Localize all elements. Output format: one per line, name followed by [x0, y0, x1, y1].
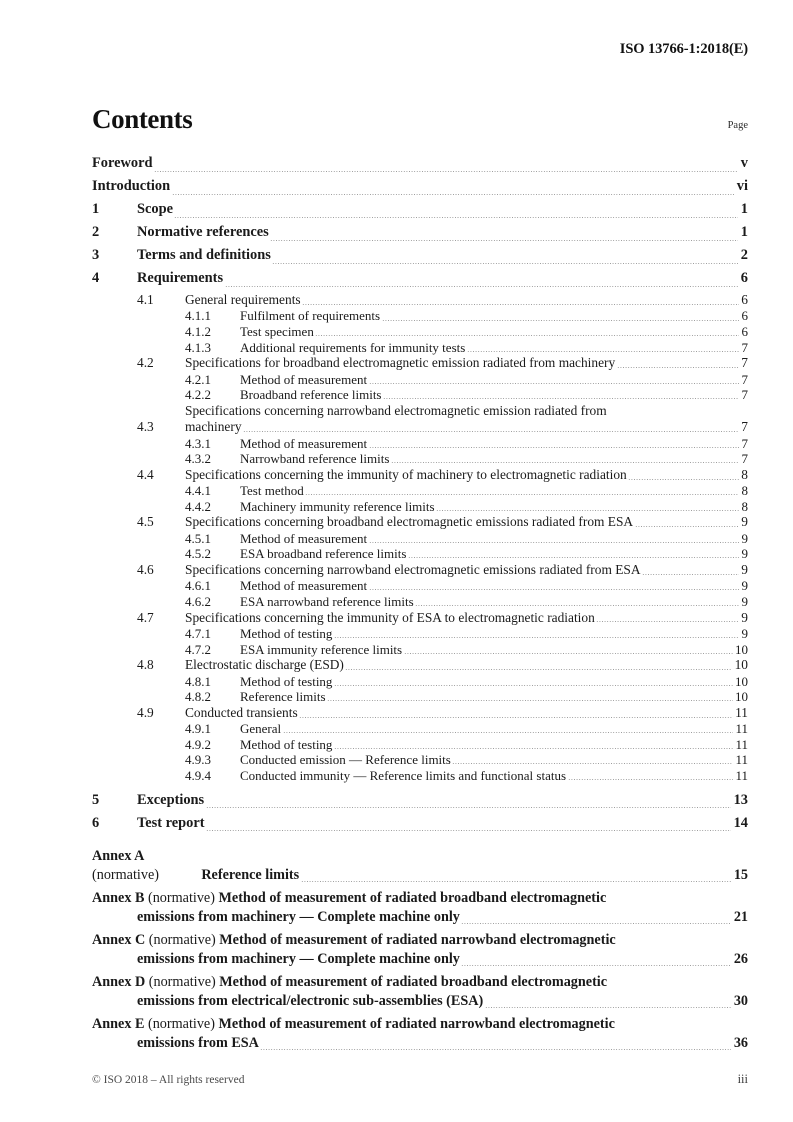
toc-entry-4-5[interactable] [92, 514, 748, 530]
toc-entry-number: 4.6 [137, 561, 154, 577]
toc-entry-title: General requirements [185, 292, 301, 307]
dot-leader [172, 194, 735, 195]
toc-entry-number: 4.9.1 [185, 721, 211, 737]
annex-title: Method of measurement of radiated broadband electromagnetic [219, 973, 608, 990]
toc-entry-number: 4.1.2 [185, 324, 211, 339]
toc-entry-title-wrap [240, 340, 748, 356]
toc-entry-title: Narrowband reference limits [240, 451, 390, 467]
toc-annex-b[interactable] [92, 889, 748, 928]
toc-entry-page: 8 [741, 483, 748, 499]
toc-entry-number: 4.6.2 [185, 593, 211, 609]
toc-entry-number: 4.7.1 [185, 625, 211, 641]
toc-entry-4-1-3[interactable] [92, 340, 748, 356]
toc-entry-title: Test specimen [240, 324, 314, 339]
toc-entry-title-wrap [240, 308, 748, 324]
annex-title-line2: emissions from electrical/electronic sub-assemblies (ESA) [137, 993, 484, 1010]
toc-annex-c[interactable] [92, 931, 748, 970]
contents-header [92, 104, 748, 138]
toc-entry-page: 7 [741, 451, 748, 467]
annex-label: Annex C [92, 931, 149, 948]
annex-title-line2: emissions from ESA [137, 1035, 259, 1052]
dot-leader [642, 574, 739, 575]
dot-leader [461, 923, 731, 924]
toc-entry-4-5-1[interactable] [92, 531, 748, 547]
toc-entry-title-wrap [185, 657, 748, 673]
annex-inner [92, 931, 748, 970]
toc-entry-title-wrap [240, 387, 748, 403]
dot-leader [315, 335, 739, 336]
toc-entry-title: Method of measurement [240, 530, 368, 546]
annex-lead [92, 890, 219, 906]
toc-annex-e[interactable] [92, 1015, 748, 1054]
dot-leader [635, 526, 739, 527]
toc-entry-title: Test method [240, 483, 304, 499]
annex-label: Annex B [92, 889, 148, 906]
toc-entry-4-4[interactable] [92, 467, 748, 483]
toc-entry-title: Method of measurement [240, 435, 368, 451]
toc-entry-title: Scope [137, 201, 173, 217]
toc-entry-title: Specifications concerning narrowband electromagnetic emissions radiated from ESA [185, 561, 641, 577]
toc-entry-number: 4.2 [137, 355, 154, 371]
toc-entry-title-wrap [185, 467, 748, 483]
dot-leader [461, 965, 731, 966]
toc-entry-page: 14 [733, 814, 748, 831]
toc-entry-title: Fulfilment of requirements [240, 308, 381, 324]
annex-title-row [201, 866, 748, 886]
toc-entry-page: 1 [740, 201, 748, 217]
toc-entry-title-wrap [185, 610, 748, 626]
annex-inner [92, 973, 748, 1012]
toc-entry-page: 13 [733, 791, 748, 808]
toc-entry-page: 9 [741, 530, 748, 546]
toc-entry-title-wrap [240, 451, 748, 467]
toc-entry-title-wrap [185, 403, 748, 436]
dot-leader [334, 637, 739, 638]
annex-type: (normative) [147, 1015, 219, 1032]
annex-type: (normative) [147, 889, 219, 906]
dot-leader [260, 1049, 731, 1050]
annex-label: Annex E [92, 1015, 148, 1032]
annex-title: Reference limits [201, 867, 300, 884]
dot-leader [345, 669, 732, 670]
toc-entry-title: Conducted emission — Reference limits [240, 752, 451, 768]
dot-leader [452, 763, 733, 764]
annex-inner [92, 1015, 748, 1054]
toc-entry-title-wrap [185, 292, 748, 308]
toc-entry-3[interactable] [92, 244, 748, 267]
toc-entry-title: Specifications concerning the immunity of machinery to electromagnetic radiation [185, 466, 627, 482]
toc-entry-number: 4.6.1 [185, 578, 211, 594]
toc-entry-4-8[interactable] [92, 657, 748, 673]
toc-entry-title-wrap [240, 372, 748, 388]
toc-entry-4-3-2[interactable] [92, 451, 748, 467]
toc-entry-page: 11 [735, 767, 748, 783]
page-title: Contents [92, 104, 193, 134]
dot-leader [243, 431, 739, 432]
toc-entry-title-wrap [240, 531, 748, 547]
toc-entry-title: Specifications for broadband electromagnetic emission radiated from machinery [185, 355, 616, 371]
toc-entry-4-9[interactable] [92, 705, 748, 721]
toc-entry-4-9-2[interactable] [92, 737, 748, 753]
toc-entry-title: Electrostatic discharge (ESD) [185, 657, 344, 673]
annex-title: Method of measurement of radiated narrowband electromagnetic [218, 1015, 615, 1032]
annex-title: Method of measurement of radiated narrowband electromagnetic [219, 931, 616, 948]
dot-leader [391, 462, 739, 463]
toc-entry-number: 4.8.2 [185, 689, 211, 705]
toc-entry-title: Reference limits [240, 689, 326, 705]
toc-entry-title: Machinery immunity reference limits [240, 498, 435, 514]
annex-title-continued [137, 992, 748, 1012]
dot-leader [415, 605, 739, 606]
toc-entry-4-3[interactable] [92, 403, 748, 436]
toc-entry-title-wrap [240, 578, 748, 594]
toc-entry-4-6-1[interactable] [92, 578, 748, 594]
toc-entry-title: Specifications concerning narrowband electromagnetic emission radiated from [185, 402, 607, 418]
annex-type: (normative) [92, 867, 159, 884]
toc-entry-page: 7 [741, 419, 748, 435]
annex-title-line2: emissions from machinery — Complete machine only [137, 909, 460, 926]
toc-entry-title-continued [185, 419, 748, 435]
toc-entry-page: 6 [740, 270, 748, 286]
toc-entry-title-wrap [240, 689, 748, 705]
toc-entry-page: 11 [735, 721, 748, 737]
toc-entry-title: Terms and definitions [137, 247, 271, 263]
annex-title-line2: emissions from machinery — Complete machine only [137, 951, 460, 968]
toc-entry-4[interactable] [92, 267, 748, 290]
toc-entry-number: 4.2.1 [185, 371, 211, 387]
toc-entry-page: 9 [741, 625, 748, 641]
toc-entry-title: Additional requirements for immunity tests [240, 339, 466, 355]
toc-entry-title: Specifications concerning the immunity of ESA to electromagnetic radiation [185, 609, 595, 625]
toc-entry-title-wrap [185, 514, 748, 530]
toc-entry-4-9-3[interactable] [92, 752, 748, 768]
toc-entry-page: 7 [741, 371, 748, 387]
annex-inner [92, 847, 748, 886]
page-column-label: Page [727, 120, 748, 131]
toc-entry-title: Foreword [92, 155, 153, 171]
toc-entry-4-2-1[interactable] [92, 372, 748, 388]
toc-entry-page: 1 [740, 224, 748, 240]
toc-entry-6[interactable] [92, 812, 748, 835]
toc-entry-page: 11 [735, 704, 748, 720]
dot-leader [383, 398, 739, 399]
annex-lead [92, 932, 219, 948]
annex-title-continued [137, 950, 748, 970]
toc-entry-number: 4.7 [137, 609, 154, 625]
toc-entry-title-wrap [240, 674, 748, 690]
toc-entry-title: Exceptions [137, 791, 205, 808]
toc-entry-title: General [240, 721, 282, 737]
dot-leader [206, 807, 731, 808]
toc-entry-number: 4.5 [137, 514, 154, 530]
annex-label: Annex A [92, 847, 144, 864]
toc-entry-number: 4.5.2 [185, 546, 211, 562]
toc-entry-4-5-2[interactable] [92, 546, 748, 562]
toc-entry-page: 7 [741, 435, 748, 451]
toc-entry-title: Requirements [137, 270, 224, 286]
dot-leader [404, 653, 733, 654]
annex-page: 26 [733, 951, 748, 968]
toc-entry-title-wrap [137, 221, 748, 244]
toc-entry-page: 9 [741, 514, 748, 530]
annex-label: Annex D [92, 973, 149, 990]
dot-leader [302, 304, 739, 305]
annex-title: Method of measurement of radiated broadband electromagnetic [218, 889, 607, 906]
dot-leader [305, 494, 739, 495]
annex-page: 30 [733, 993, 748, 1010]
toc-entry-2[interactable] [92, 221, 748, 244]
toc-entry-title: Introduction [92, 178, 171, 194]
toc-entry-4-7-2[interactable] [92, 642, 748, 658]
annex-type: (normative) [148, 931, 220, 948]
annex-page: 15 [733, 867, 748, 884]
annex-lead [92, 974, 219, 990]
dot-leader [408, 557, 739, 558]
toc-entry-introduction[interactable] [92, 175, 748, 198]
toc-entry-number: 4.1.3 [185, 339, 211, 355]
toc-entry-number: 4.1.1 [185, 308, 211, 324]
toc-entry-4-8-1[interactable] [92, 674, 748, 690]
toc-entry-title: ESA broadband reference limits [240, 546, 407, 562]
toc-entry-page: 6 [741, 324, 748, 339]
toc-entry-4-1-1[interactable] [92, 308, 748, 324]
toc-entry-4-3-1[interactable] [92, 436, 748, 452]
toc-entry-number: 4.7.2 [185, 641, 211, 657]
toc-entry-page: 10 [734, 657, 748, 673]
toc-entry-number: 4.3.2 [185, 451, 211, 467]
toc-entry-title: Method of testing [240, 673, 333, 689]
dot-leader [369, 447, 739, 448]
toc-entry-title-wrap [92, 175, 748, 198]
toc-entry-title: Method of testing [240, 625, 333, 641]
toc-entry-title: Normative references [137, 224, 269, 240]
toc-entry-page: 6 [741, 292, 748, 307]
toc-entry-number: 4.5.1 [185, 530, 211, 546]
toc-entry-number: 4.3.1 [185, 435, 211, 451]
annex-page: 21 [733, 909, 748, 926]
toc-entry-4-8-2[interactable] [92, 689, 748, 705]
toc-entry-page: 11 [735, 752, 748, 768]
toc-entry-title-wrap [137, 789, 748, 812]
toc-entry-number: 4.9.2 [185, 736, 211, 752]
dot-leader [436, 510, 739, 511]
annex-lead [92, 1016, 219, 1032]
toc-entry-title: Test report [137, 814, 205, 831]
toc-entry-4-9-1[interactable] [92, 721, 748, 737]
dot-leader [369, 542, 739, 543]
table-of-contents [92, 152, 748, 1054]
toc-entry-number: 4.4 [137, 466, 154, 482]
toc-entry-4-7[interactable] [92, 610, 748, 626]
toc-entry-page: 10 [735, 689, 748, 705]
toc-entry-page: 7 [741, 387, 748, 403]
dot-leader [206, 830, 731, 831]
toc-entry-page: 6 [741, 308, 748, 324]
annex-title-continued [137, 1034, 748, 1054]
toc-entry-title-wrap [137, 198, 748, 221]
dot-leader [617, 367, 739, 368]
toc-annex-a[interactable] [92, 847, 748, 886]
toc-entry-page: 9 [741, 561, 748, 577]
toc-entry-title-wrap [240, 626, 748, 642]
toc-entry-number: 6 [92, 814, 100, 831]
toc-entry-title: ESA immunity reference limits [240, 641, 403, 657]
toc-entry-title: Conducted transients [185, 704, 298, 720]
toc-entry-page: 11 [735, 736, 748, 752]
toc-entry-number: 4.9.4 [185, 767, 211, 783]
toc-entry-title-wrap [185, 355, 748, 371]
toc-entry-title: ESA narrowband reference limits [240, 593, 414, 609]
toc-entry-title-wrap [137, 244, 748, 267]
toc-entry-title-wrap [240, 546, 748, 562]
toc-entry-number: 4.4.2 [185, 498, 211, 514]
toc-entry-4-4-1[interactable] [92, 483, 748, 499]
dot-leader [270, 240, 738, 241]
toc-entry-page: 8 [741, 466, 748, 482]
toc-entry-4-7-1[interactable] [92, 626, 748, 642]
dot-leader [369, 383, 739, 384]
toc-entry-4-1-2[interactable] [92, 324, 748, 340]
toc-entry-number: 2 [92, 224, 100, 240]
dot-leader [334, 685, 733, 686]
annex-lead [92, 847, 201, 886]
toc-entry-title-wrap [240, 737, 748, 753]
toc-entry-page: 8 [741, 498, 748, 514]
dot-leader [628, 479, 739, 480]
dot-leader [485, 1007, 732, 1008]
dot-leader [225, 286, 739, 287]
toc-entry-number: 4.2.2 [185, 387, 211, 403]
toc-entry-title-wrap [240, 499, 748, 515]
toc-entry-4-4-2[interactable] [92, 499, 748, 515]
toc-entry-title-wrap [137, 267, 748, 290]
toc-entry-foreword[interactable] [92, 152, 748, 175]
toc-entry-number: 4.9 [137, 704, 154, 720]
toc-entry-title-wrap [240, 483, 748, 499]
toc-entry-title: Method of measurement [240, 578, 368, 594]
page-footer [92, 1072, 748, 1087]
toc-entry-number: 5 [92, 791, 100, 808]
toc-entry-title-wrap [240, 768, 748, 784]
dot-leader [154, 171, 738, 172]
dot-leader [596, 621, 739, 622]
toc-entry-title-wrap [92, 152, 748, 175]
dot-leader [334, 748, 733, 749]
annex-title-continued [137, 908, 748, 928]
toc-entry-page: 7 [741, 339, 748, 355]
toc-entry-number: 3 [92, 247, 100, 263]
toc-annex-d[interactable] [92, 973, 748, 1012]
page-folio: iii [737, 1072, 748, 1086]
dot-leader [299, 717, 732, 718]
toc-entry-title-wrap [240, 752, 748, 768]
toc-entry-number: 4.4.1 [185, 483, 211, 499]
toc-entry-title: Method of testing [240, 736, 333, 752]
toc-entry-page: 9 [741, 546, 748, 562]
toc-entry-title: Broadband reference limits [240, 387, 382, 403]
toc-entry-title-wrap [240, 594, 748, 610]
toc-entry-1[interactable] [92, 198, 748, 221]
toc-entry-page: vi [736, 178, 748, 194]
toc-entry-page: 10 [735, 641, 748, 657]
toc-entry-title: Specifications concerning broadband electromagnetic emissions radiated from ESA [185, 514, 634, 530]
toc-entry-title-wrap [240, 721, 748, 737]
toc-entry-number: 1 [92, 201, 100, 217]
toc-entry-number: 4.3 [137, 419, 154, 435]
dot-leader [568, 779, 733, 780]
dot-leader [301, 881, 732, 882]
dot-leader [174, 217, 738, 218]
toc-entry-title-line2: machinery [185, 419, 242, 435]
copyright-notice: © ISO 2018 – All rights reserved [92, 1074, 245, 1086]
toc-entry-title-wrap [240, 642, 748, 658]
toc-entry-page: 9 [741, 578, 748, 594]
toc-entry-4-9-4[interactable] [92, 768, 748, 784]
toc-entry-4-1[interactable] [92, 292, 748, 308]
toc-entry-page: 9 [741, 609, 748, 625]
toc-entry-page: 9 [741, 593, 748, 609]
dot-leader [369, 589, 739, 590]
dot-leader [467, 351, 739, 352]
toc-entry-page: 7 [741, 355, 748, 371]
dot-leader [283, 732, 733, 733]
toc-entry-title-wrap [240, 324, 748, 340]
toc-entry-title-wrap [137, 812, 748, 835]
toc-entry-title-wrap [240, 436, 748, 452]
annex-type: (normative) [148, 973, 220, 990]
toc-entry-number: 4 [92, 270, 100, 286]
dot-leader [382, 320, 739, 321]
toc-entry-4-2-2[interactable] [92, 387, 748, 403]
toc-entry-number: 4.9.3 [185, 752, 211, 768]
toc-entry-4-6[interactable] [92, 562, 748, 578]
annex-block-gap [92, 835, 748, 844]
annex-inner [92, 889, 748, 928]
toc-entry-title-wrap [185, 562, 748, 578]
toc-entry-5[interactable] [92, 789, 748, 812]
toc-entry-title: Conducted immunity — Reference limits and functional status [240, 767, 567, 783]
toc-entry-number: 4.1 [137, 292, 154, 307]
toc-entry-page: v [740, 155, 748, 171]
toc-entry-number: 4.8.1 [185, 673, 211, 689]
toc-entry-4-2[interactable] [92, 355, 748, 371]
toc-entry-page: 10 [735, 673, 748, 689]
toc-entry-number: 4.8 [137, 657, 154, 673]
toc-entry-title: Method of measurement [240, 371, 368, 387]
toc-entry-page: 2 [740, 247, 748, 263]
running-header-doc-id: ISO 13766-1:2018(E) [619, 41, 748, 57]
toc-entry-4-6-2[interactable] [92, 594, 748, 610]
annex-page: 36 [733, 1035, 748, 1052]
dot-leader [272, 263, 738, 264]
dot-leader [327, 700, 732, 701]
toc-entry-title-wrap [185, 705, 748, 721]
